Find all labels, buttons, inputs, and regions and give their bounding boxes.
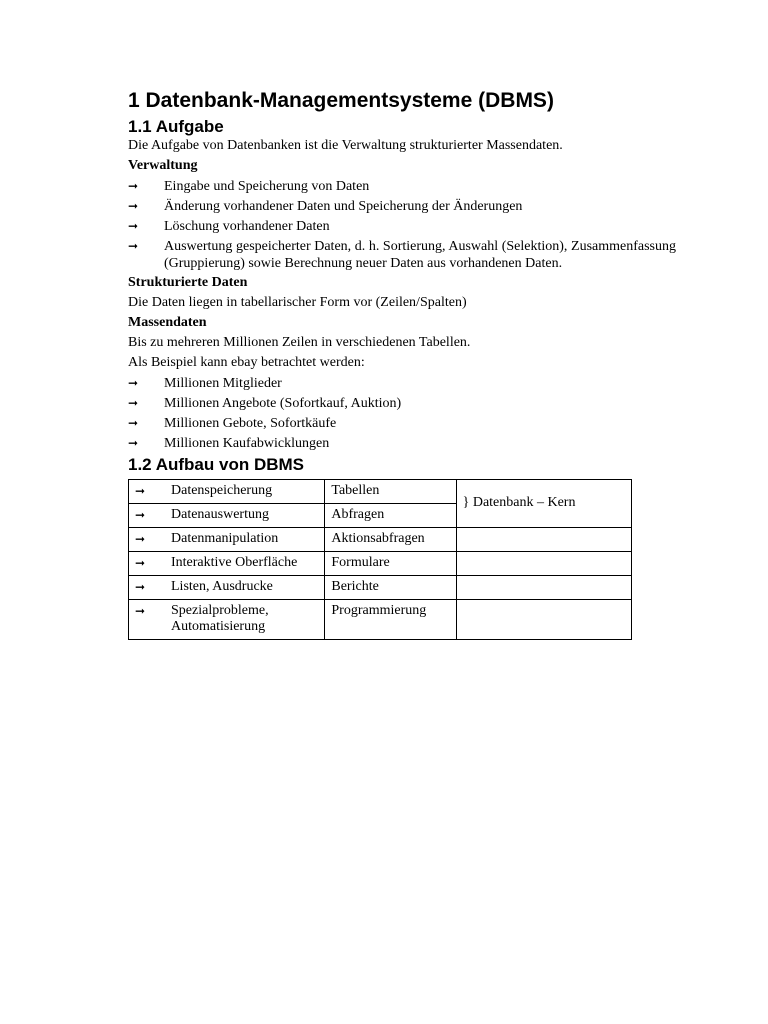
arrow-right-icon: ➞ [135,604,146,618]
dbms-structure-table [128,479,632,640]
list-item: ➞ Millionen Mitglieder [128,376,282,391]
arrow-right-icon: ➞ [135,556,146,570]
list-item: ➞ Millionen Gebote, Sofortkäufe [128,416,337,431]
section-heading-aufbau: 1.2 Aufbau von DBMS [128,455,304,474]
arrow-right-icon: ➞ [128,416,139,430]
table-cell-object: Abfragen [325,504,456,528]
verwaltung-list [128,178,676,272]
table-cell-object: Aktionsabfragen [325,528,456,552]
massendaten-label: Massendaten [128,315,207,330]
table-cell-empty [456,600,631,640]
arrow-right-icon: ➞ [135,580,146,594]
list-item: ➞ Löschung vorhandener Daten [128,219,330,234]
verwaltung-label: Verwaltung [128,158,198,173]
arrow-right-icon: ➞ [128,199,139,213]
arrow-right-icon: ➞ [128,239,139,253]
table-row [129,576,632,600]
table-cell-function: ➞ Spezialprobleme, Automatisierung [129,600,325,640]
table-row [129,552,632,576]
table-cell-object: Formulare [325,552,456,576]
table-cell-function: ➞ Datenmanipulation [129,528,325,552]
chapter-heading: 1 Datenbank-Managementsysteme (DBMS) [128,89,554,112]
section-heading-aufgabe: 1.1 Aufgabe [128,117,224,136]
table-cell-object: Berichte [325,576,456,600]
arrow-right-icon: ➞ [135,532,146,546]
strukturierte-daten-label: Strukturierte Daten [128,275,248,290]
massendaten-text: Bis zu mehreren Millionen Zeilen in verschiedenen Tabellen. [128,335,471,350]
strukturierte-daten-text: Die Daten liegen in tabellarischer Form vor (Zeilen/Spalten) [128,295,467,310]
example-intro: Als Beispiel kann ebay betrachtet werden: [128,355,365,370]
table-cell-empty [456,552,631,576]
table-cell-function: ➞ Listen, Ausdrucke [129,576,325,600]
list-item: ➞ Eingabe und Speicherung von Daten [128,179,370,194]
table-cell-function: ➞ Datenauswertung [129,504,325,528]
list-item: ➞ Millionen Angebote (Sofortkauf, Auktion) [128,396,402,411]
table-row [129,600,632,640]
ebay-example-list [128,375,676,452]
list-item: ➞ Änderung vorhandener Daten und Speicherung der Änderungen [128,199,523,214]
arrow-right-icon: ➞ [135,484,146,498]
arrow-right-icon: ➞ [128,376,139,390]
arrow-right-icon: ➞ [135,508,146,522]
document-page [128,88,676,640]
table-cell-function: ➞ Interaktive Oberfläche [129,552,325,576]
table-cell-object: Tabellen [325,480,456,504]
list-item: ➞ Auswertung gespeicherter Daten, d. h. Sortierung, Auswahl (Selektion), Zusammenfassung (Gruppierung) sowie Berechnung neuer Daten aus vorhandenen Daten. [128,239,676,271]
table-row [129,480,632,504]
table-cell-empty [456,528,631,552]
table-cell-object: Programmierung [325,600,456,640]
intro-paragraph: Die Aufgabe von Datenbanken ist die Verwaltung strukturierter Massendaten. [128,138,563,153]
table-cell-empty [456,576,631,600]
arrow-right-icon: ➞ [128,436,139,450]
arrow-right-icon: ➞ [128,179,139,193]
table-row [129,528,632,552]
kern-bracket-label: } Datenbank – Kern [456,480,631,528]
table-cell-function: ➞ Datenspeicherung [129,480,325,504]
arrow-right-icon: ➞ [128,219,139,233]
arrow-right-icon: ➞ [128,396,139,410]
list-item: ➞ Millionen Kaufabwicklungen [128,436,330,451]
